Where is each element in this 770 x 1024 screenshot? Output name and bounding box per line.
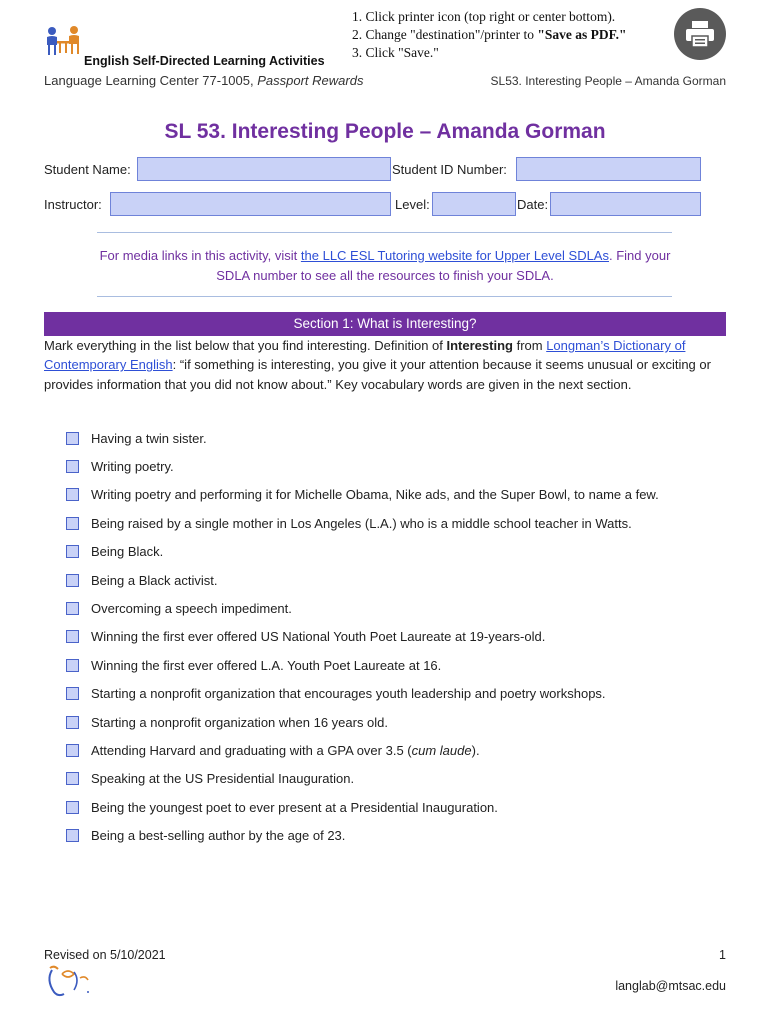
checklist-item-label: Starting a nonprofit organization that encourages youth leadership and poetry workshops. xyxy=(91,686,606,702)
checklist-item xyxy=(66,793,659,821)
llc-logo xyxy=(44,24,84,60)
printer-icon xyxy=(685,20,715,48)
checkbox[interactable] xyxy=(66,460,79,473)
checkbox[interactable] xyxy=(66,744,79,757)
intro-text-2: from xyxy=(512,338,547,353)
checkbox[interactable] xyxy=(66,687,79,700)
longman-dictionary-link[interactable]: Longman’s Dictionary of Contemporary English xyxy=(44,338,686,373)
checkbox[interactable] xyxy=(66,659,79,672)
checklist-item-label: Being raised by a single mother in Los Angeles (L.A.) who is a middle school teacher in Watts. xyxy=(91,515,632,531)
checklist-item-label: Being the youngest poet to ever present at a Presidential Inauguration. xyxy=(91,799,498,815)
checklist-item xyxy=(66,680,659,708)
checkbox[interactable] xyxy=(66,545,79,558)
checklist-item xyxy=(66,452,659,480)
student-id-field[interactable] xyxy=(516,157,701,181)
divider-top xyxy=(97,232,672,233)
header-title: English Self-Directed Learning Activities xyxy=(84,54,325,68)
checklist-item-label: Being a Black activist. xyxy=(91,572,218,588)
instruction-step-1: 1. Click printer icon (top right or center bottom). xyxy=(352,9,616,24)
checklist-item xyxy=(66,708,659,736)
print-instructions xyxy=(352,8,627,62)
student-name-label: Student Name: xyxy=(44,162,131,177)
checkbox[interactable] xyxy=(66,488,79,501)
revised-date: Revised on 5/10/2021 xyxy=(44,948,166,962)
date-field[interactable] xyxy=(550,192,701,216)
checklist-item xyxy=(66,594,659,622)
divider-bottom xyxy=(97,296,672,297)
checklist-item-label: Winning the first ever offered US National Youth Poet Laureate at 19-years-old. xyxy=(91,629,546,645)
intro-text-3: : “if something is interesting, you give it your attention because it seems unusual or exciting or provides information that you did not know about.” Key vocabulary words are given in the next section. xyxy=(44,357,711,392)
instruction-step-2 xyxy=(352,26,627,44)
level-label: Level: xyxy=(395,197,430,212)
page-number: 1 xyxy=(719,948,726,962)
media-note xyxy=(90,246,680,286)
checklist-item xyxy=(66,509,659,537)
checklist-item-label: Speaking at the US Presidential Inauguration. xyxy=(91,771,355,787)
checkbox[interactable] xyxy=(66,630,79,643)
intro-defined-word: Interesting xyxy=(446,338,513,353)
checkbox[interactable] xyxy=(66,772,79,785)
checklist-item-text: Attending Harvard and graduating with a GPA over 3.5 ( xyxy=(91,742,412,758)
media-note-prefix: For media links in this activity, visit xyxy=(99,248,301,263)
student-name-field[interactable] xyxy=(137,157,391,181)
checkbox[interactable] xyxy=(66,574,79,587)
checklist-item xyxy=(66,538,659,566)
checklist-item-label: Writing poetry. xyxy=(91,459,174,475)
checkbox[interactable] xyxy=(66,602,79,615)
checklist-item-after: ). xyxy=(471,742,480,758)
intro-text-1: Mark everything in the list below that you find interesting. Definition of xyxy=(44,338,447,353)
checklist-item xyxy=(66,765,659,793)
instructor-field[interactable] xyxy=(110,192,391,216)
header-subtitle xyxy=(44,73,363,88)
level-field[interactable] xyxy=(432,192,516,216)
activity-code: SL53. Interesting People – Amanda Gorman xyxy=(490,74,726,88)
checklist-item-label xyxy=(91,743,480,758)
checklist-item-label: Overcoming a speech impediment. xyxy=(91,601,292,617)
checkbox[interactable] xyxy=(66,432,79,445)
header-subtitle-italic: Passport Rewards xyxy=(257,73,364,88)
instruction-step-3: 3. Click "Save." xyxy=(352,45,439,60)
student-id-label: Student ID Number: xyxy=(392,162,507,177)
checklist-item xyxy=(66,424,659,452)
checklist-item-label: Winning the first ever offered L.A. Youth Poet Laureate at 16. xyxy=(91,657,442,673)
checkbox[interactable] xyxy=(66,801,79,814)
contact-email: langlab@mtsac.edu xyxy=(615,979,726,993)
print-button[interactable] xyxy=(674,8,726,60)
instruction-save-as-pdf: "Save as PDF." xyxy=(537,27,627,42)
checklist-item-label: Having a twin sister. xyxy=(91,430,207,446)
page-title: SL 53. Interesting People – Amanda Gorman xyxy=(164,120,606,143)
section-1-heading: Section 1: What is Interesting? xyxy=(44,312,726,336)
checklist-item xyxy=(66,821,659,849)
checklist-item-italic: cum laude xyxy=(411,742,472,758)
checkbox[interactable] xyxy=(66,517,79,530)
checklist-item xyxy=(66,623,659,651)
date-label: Date: xyxy=(517,197,549,212)
checkbox[interactable] xyxy=(66,716,79,729)
checklist-item xyxy=(66,736,659,764)
instruction-step-2-text: 2. Change "destination"/printer to xyxy=(352,27,538,42)
checklist-item xyxy=(66,481,659,509)
checklist-item-label: Being a best-selling author by the age of 23. xyxy=(91,828,346,844)
footer-logo xyxy=(44,964,98,1000)
checklist-item xyxy=(66,566,659,594)
section-1-intro xyxy=(44,336,728,394)
interesting-checklist xyxy=(66,424,659,850)
instructor-label: Instructor: xyxy=(44,197,102,212)
header-subtitle-text: Language Learning Center 77-1005, xyxy=(44,73,258,88)
sdla-website-link[interactable]: the LLC ESL Tutoring website for Upper Level SDLAs xyxy=(300,248,609,263)
checklist-item-label: Starting a nonprofit organization when 16 years old. xyxy=(91,714,389,730)
checklist-item-label: Being Black. xyxy=(91,544,164,560)
checklist-item-label: Writing poetry and performing it for Michelle Obama, Nike ads, and the Super Bowl, to name a few. xyxy=(91,487,659,503)
checklist-item xyxy=(66,651,659,679)
media-note-suffix: . Find your SDLA number to see all the resources to finish your SDLA. xyxy=(216,248,671,283)
checkbox[interactable] xyxy=(66,829,79,842)
